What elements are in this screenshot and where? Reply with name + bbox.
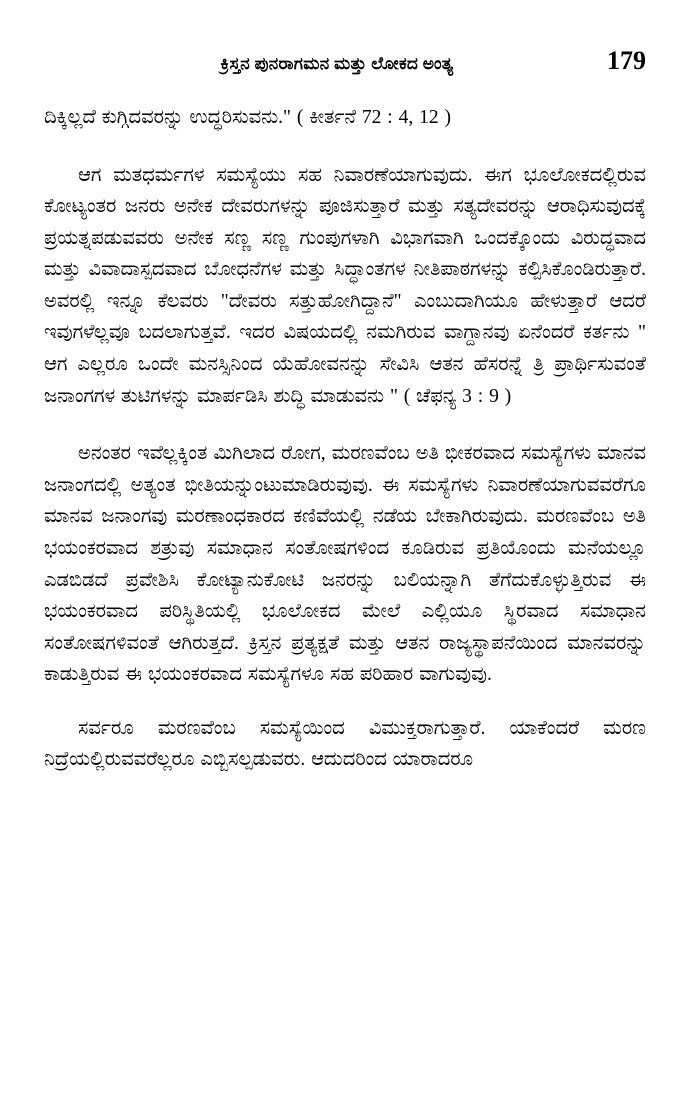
paragraph-continued-quote: ದಿಕ್ಕಿಲ್ಲದೆ ಕುಗ್ಗಿದವರನ್ನು ಉದ್ಧರಿಸುವನು." ( ಕೀರ್ತನೆ 72 : 4, 12 ): [44, 107, 451, 128]
paragraph-3: ಸರ್ವರೂ ಮರಣವೆಂಬ ಸಮಸ್ಯೆಯಿಂದ ವಿಮುಕ್ತರಾಗುತ್ತಾರೆ. ಯಾಕೆಂದರೆ ಮರಣ ನಿದ್ರೆಯಲ್ಲಿರುವವರೆಲ್ಲರೂ ಎಬ್ಬಿಸಲ್ಪಡುವರು. ಆದುದರಿಂದ ಯಾರಾದರೂ: [44, 717, 646, 771]
running-head: ಕ್ರಿಸ್ತನ ಪುನರಾಗಮನ ಮತ್ತು ಲೋಕದ ಅಂತ್ಯ: [220, 54, 454, 73]
paragraph-1: ಆಗ ಮತಧರ್ಮಗಳ ಸಮಸ್ಯೆಯು ಸಹ ನಿವಾರಣೆಯಾಗುವುದು. ಈಗ ಭೂಲೋಕದಲ್ಲಿರುವ ಕೋಟ್ಯಂತರ ಜನರು ಅನೇಕ ದೇವರುಗಳನ್ನು ಪೂಜಿಸುತ್ತಾರೆ ಮತ್ತು ಸತ್ಯದೇವರನ್ನು ಆರಾಧಿಸುವುದಕ್ಕೆ ಪ್ರಯತ್ನಪಡುವವರು ಅನೇಕ ಸಣ್ಣ ಸಣ್ಣ ಗುಂಪುಗಳಾಗಿ ವಿಭಾಗವಾಗಿ ಒಂದಕ್ಕೊಂದು ವಿರುದ್ಧವಾದ ಮತ್ತು ವಿವಾದಾಸ್ಪದವಾದ ಬೋಧನೆಗಳ ಮತ್ತು ಸಿದ್ಧಾಂತಗಳ ನೀತಿಪಾಠಗಳನ್ನು ಕಲ್ಪಿಸಿಕೊಂಡಿರುತ್ತಾರೆ. ಅವರಲ್ಲಿ ಇನ್ನೂ ಕೆಲವರು "ದೇವರು ಸತ್ತುಹೋಗಿದ್ದಾನೆ" ಎಂಬುದಾಗಿಯೂ ಹೇಳುತ್ತಾರೆ ಆದರೆ ಇವುಗಳೆಲ್ಲವೂ ಬದಲಾಗುತ್ತವೆ. ಇದರ ವಿಷಯದಲ್ಲಿ ನಮಗಿರುವ ವಾಗ್ದಾನವು ಏನೆಂದರೆ ಕರ್ತನು " ಆಗ ಎಲ್ಲರೂ ಒಂದೇ ಮನಸ್ಸಿನಿಂದ ಯೆಹೋವನನ್ನು ಸೇವಿಸಿ ಆತನ ಹೆಸರನ್ನೆ ತ್ರಿ ಪ್ರಾರ್ಥಿಸುವಂತೆ ಜನಾಂಗಗಳ ತುಟಿಗಳನ್ನು ಮಾರ್ಪಡಿಸಿ ಶುದ್ಧಿ ಮಾಡುವನು " ( ಚೆಫನ್ಯ 3 : 9 ): [44, 164, 646, 407]
paragraph-2: ಅನಂತರ ಇವೆಲ್ಲಕ್ಕಿಂತ ಮಿಗಿಲಾದ ರೋಗ, ಮರಣವೆಂಬ ಅತಿ ಭೀಕರವಾದ ಸಮಸ್ಯೆಗಳು ಮಾನವ ಜನಾಂಗದಲ್ಲಿ ಅತ್ಯಂತ ಭೀತಿಯನ್ನುಂಟುಮಾಡಿರುವುವು. ಈ ಸಮಸ್ಯೆಗಳು ನಿವಾರಣೆಯಾಗುವವರೆಗೂ ಮಾನವ ಜನಾಂಗವು ಮರಣಾಂಧಕಾರದ ಕಣಿವೆಯಲ್ಲಿ ನಡೆಯ ಬೇಕಾಗಿರುವುದು. ಮರಣವೆಂಬ ಅತಿ ಭಯಂಕರವಾದ ಶತ್ರುವು ಸಮಾಧಾನ ಸಂತೋಷಗಳಿಂದ ಕೂಡಿರುವ ಪ್ರತಿಯೊಂದು ಮನೆಯಲ್ಲೂ ಎಡಬಿಡದೆ ಪ್ರವೇಶಿಸಿ ಕೋಟ್ಯಾನುಕೋಟಿ ಜನರನ್ನು ಬಲಿಯನ್ನಾಗಿ ತೆಗೆದುಕೊಳ್ಳುತ್ತಿರುವ ಈ ಭಯಂಕರವಾದ ಪರಿಸ್ಥಿತಿಯಲ್ಲಿ ಭೂಲೋಕದ ಮೇಲೆ ಎಲ್ಲಿಯೂ ಸ್ಥಿರವಾದ ಸಮಾಧಾನ ಸಂತೋಷಗಳಿವಂತೆ ಆಗಿರುತ್ತದೆ. ಕ್ರಿಸ್ತನ ಪ್ರತ್ಯಕ್ಷತೆ ಮತ್ತು ಆತನ ರಾಜ್ಯಸ್ಥಾಪನೆಯಿಂದ ಮಾನವರನ್ನು ಕಾಡುತ್ತಿರುವ ಈ ಭಯಂಕರವಾದ ಸಮಸ್ಯೆಗಳೂ ಸಹ ಪರಿಹಾರ ವಾಗುವುವು.: [44, 443, 646, 686]
page-header: [44, 46, 646, 76]
page-number: 179: [607, 46, 646, 75]
body-text: [44, 102, 646, 776]
